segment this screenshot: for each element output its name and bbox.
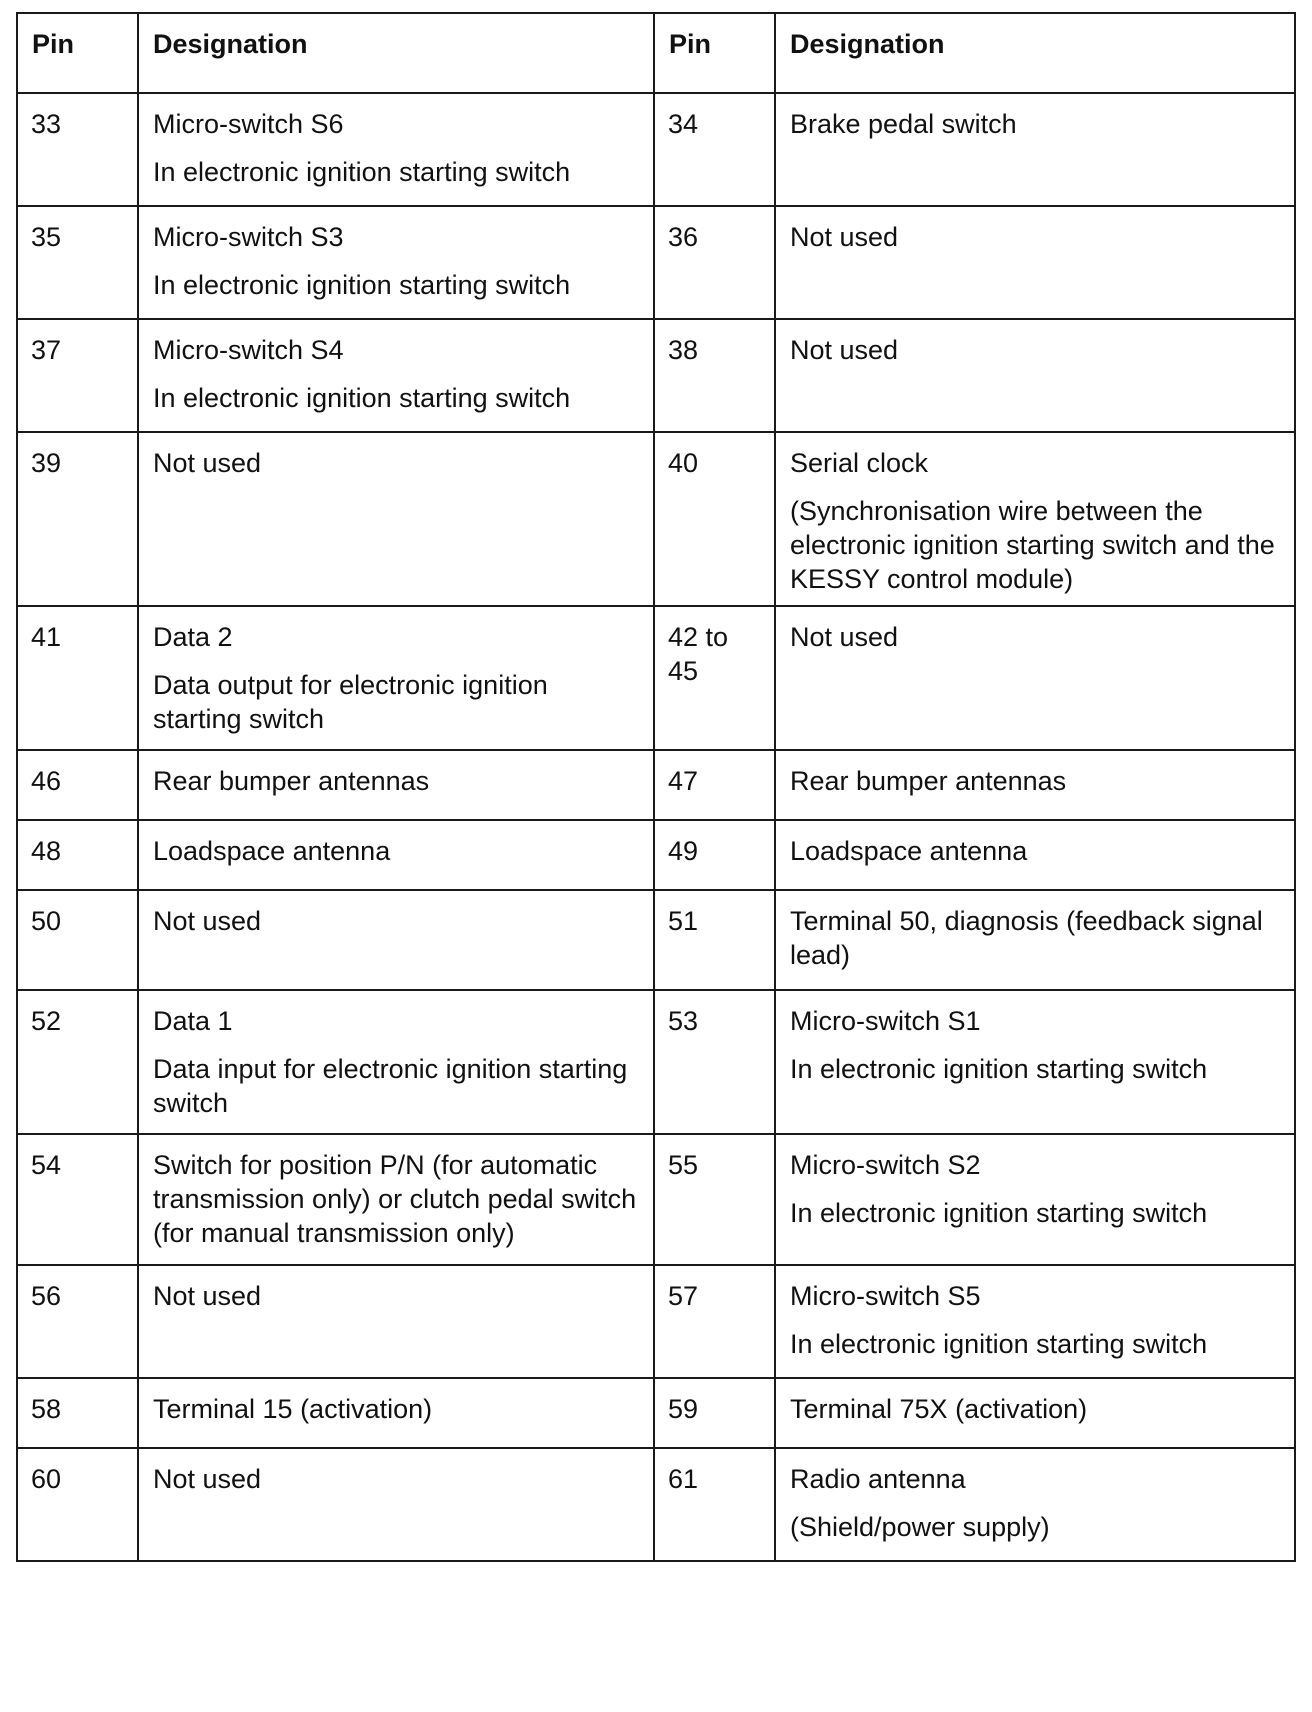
pin-cell-left: 41 [17, 606, 138, 750]
table-row [17, 1265, 1295, 1378]
table-row [17, 1448, 1295, 1561]
pin-assignment-table [16, 12, 1296, 1562]
designation-cell-right [775, 1134, 1295, 1265]
designation-title: Data 1 [153, 1006, 233, 1036]
pin-cell-left: 33 [17, 93, 138, 206]
designation-title: Terminal 15 (activation) [153, 1394, 433, 1424]
designation-detail: In electronic ignition starting switch [790, 1329, 1208, 1359]
pin-cell-left: 52 [17, 990, 138, 1134]
pin-cell-right: 36 [654, 206, 775, 319]
table-row [17, 1378, 1295, 1448]
designation-title: Not used [790, 335, 899, 365]
pin-cell-left: 39 [17, 432, 138, 606]
table-row [17, 1134, 1295, 1265]
pin-cell-right: 40 [654, 432, 775, 606]
pin-cell-right: 34 [654, 93, 775, 206]
designation-title: Brake pedal switch [790, 109, 1017, 139]
pin-cell-left: 56 [17, 1265, 138, 1378]
designation-title: Loadspace antenna [790, 836, 1028, 866]
pin-cell-left: 37 [17, 319, 138, 432]
designation-title: Not used [153, 1464, 262, 1494]
designation-cell-right [775, 606, 1295, 750]
pin-cell-right: 53 [654, 990, 775, 1134]
designation-cell-left [138, 206, 654, 319]
header-pin-left: Pin [17, 13, 138, 93]
designation-detail: In electronic ignition starting switch [153, 383, 571, 413]
pin-cell-right: 61 [654, 1448, 775, 1561]
pin-cell-right: 47 [654, 750, 775, 820]
pin-cell-left: 48 [17, 820, 138, 890]
designation-cell-right [775, 1378, 1295, 1448]
designation-cell-left [138, 1378, 654, 1448]
designation-cell-right [775, 1265, 1295, 1378]
designation-title: Serial clock [790, 448, 929, 478]
table-row [17, 750, 1295, 820]
designation-cell-right [775, 820, 1295, 890]
designation-cell-left [138, 1448, 654, 1561]
designation-title: Rear bumper antennas [790, 766, 1067, 796]
pin-cell-left: 54 [17, 1134, 138, 1265]
pin-cell-left: 50 [17, 890, 138, 990]
designation-cell-left [138, 820, 654, 890]
designation-cell-left [138, 432, 654, 606]
designation-cell-right [775, 750, 1295, 820]
designation-detail: In electronic ignition starting switch [790, 1054, 1208, 1084]
table-row [17, 820, 1295, 890]
designation-cell-left [138, 1265, 654, 1378]
designation-title: Micro-switch S2 [790, 1150, 981, 1180]
designation-title: Not used [790, 222, 899, 252]
designation-detail: (Shield/power supply) [790, 1512, 1050, 1542]
designation-detail: Data output for electronic ignition starting switch [153, 670, 548, 734]
designation-cell-left [138, 750, 654, 820]
designation-title: Terminal 50, diagnosis (feedback signal lead) [790, 906, 1263, 970]
pin-cell-right: 49 [654, 820, 775, 890]
designation-cell-left [138, 93, 654, 206]
pin-cell-right: 51 [654, 890, 775, 990]
pin-cell-left: 60 [17, 1448, 138, 1561]
designation-title: Data 2 [153, 622, 233, 652]
designation-cell-left [138, 990, 654, 1134]
designation-cell-left [138, 890, 654, 990]
designation-cell-left [138, 606, 654, 750]
designation-detail: In electronic ignition starting switch [153, 270, 571, 300]
designation-title: Not used [153, 906, 262, 936]
pin-cell-left: 46 [17, 750, 138, 820]
table-body [17, 93, 1295, 1561]
header-designation-left: Designation [138, 13, 654, 93]
table-row [17, 206, 1295, 319]
header-pin-right: Pin [654, 13, 775, 93]
designation-cell-right [775, 432, 1295, 606]
designation-cell-right [775, 1448, 1295, 1561]
table-row [17, 990, 1295, 1134]
table-row [17, 93, 1295, 206]
pin-cell-right: 42 to 45 [654, 606, 775, 750]
designation-cell-right [775, 990, 1295, 1134]
pin-cell-left: 58 [17, 1378, 138, 1448]
header-row [17, 13, 1295, 93]
header-designation-right: Designation [775, 13, 1295, 93]
table-row [17, 606, 1295, 750]
designation-title: Not used [153, 448, 262, 478]
designation-cell-right [775, 206, 1295, 319]
designation-detail: Data input for electronic ignition starting switch [153, 1054, 628, 1118]
designation-title: Loadspace antenna [153, 836, 391, 866]
designation-title: Micro-switch S5 [790, 1281, 981, 1311]
designation-detail: (Synchronisation wire between the electronic ignition starting switch and the KESSY control module) [790, 496, 1275, 594]
table-row [17, 890, 1295, 990]
table-row [17, 432, 1295, 606]
pin-cell-right: 38 [654, 319, 775, 432]
pin-cell-left: 35 [17, 206, 138, 319]
designation-title: Radio antenna [790, 1464, 966, 1494]
designation-cell-right [775, 319, 1295, 432]
designation-detail: In electronic ignition starting switch [790, 1198, 1208, 1228]
designation-title: Micro-switch S3 [153, 222, 344, 252]
pin-cell-right: 59 [654, 1378, 775, 1448]
designation-title: Micro-switch S6 [153, 109, 344, 139]
designation-cell-left [138, 319, 654, 432]
pin-cell-right: 57 [654, 1265, 775, 1378]
designation-title: Not used [153, 1281, 262, 1311]
pin-cell-right: 55 [654, 1134, 775, 1265]
designation-title: Rear bumper antennas [153, 766, 430, 796]
designation-cell-right [775, 890, 1295, 990]
designation-title: Micro-switch S4 [153, 335, 344, 365]
designation-title: Switch for position P/N (for automatic transmission only) or clutch pedal switch (for manual transmission only) [153, 1150, 637, 1248]
designation-cell-right [775, 93, 1295, 206]
designation-cell-left [138, 1134, 654, 1265]
table-row [17, 319, 1295, 432]
designation-title: Not used [790, 622, 899, 652]
designation-detail: In electronic ignition starting switch [153, 157, 571, 187]
designation-title: Micro-switch S1 [790, 1006, 981, 1036]
designation-title: Terminal 75X (activation) [790, 1394, 1088, 1424]
